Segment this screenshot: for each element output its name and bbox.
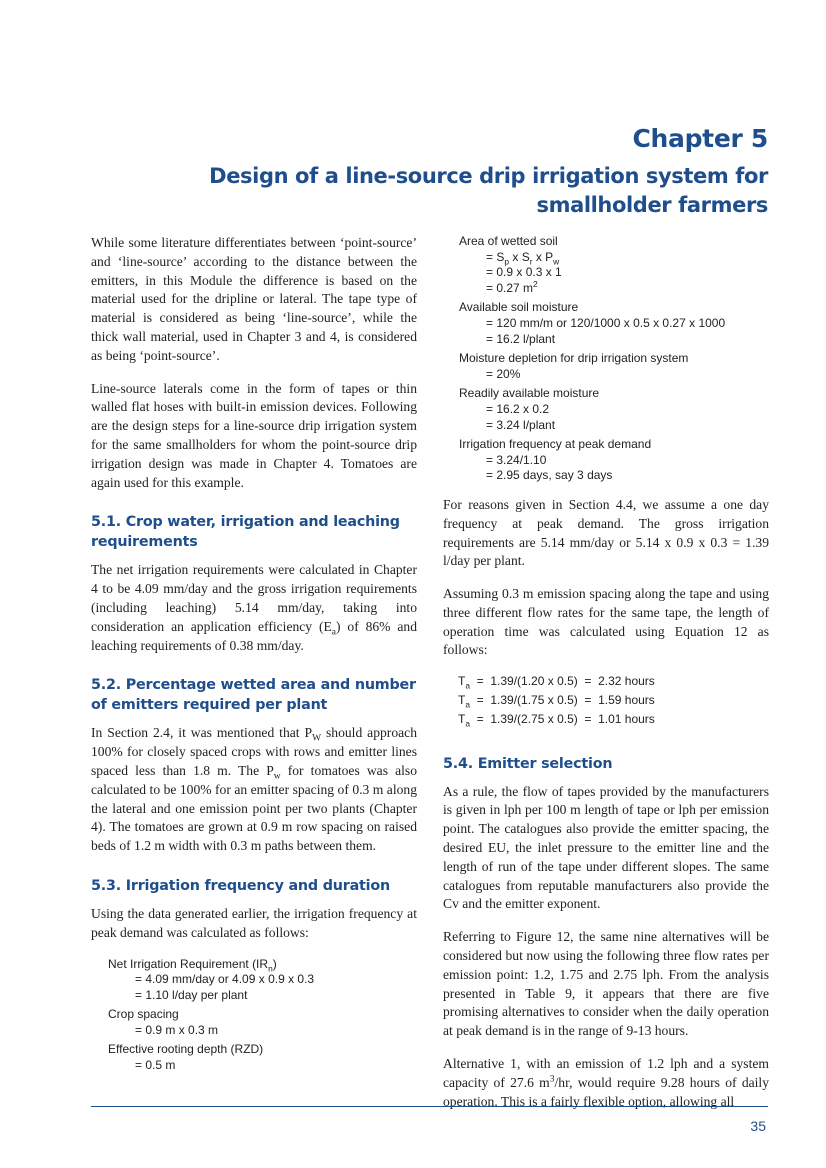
frequency-paragraph: For reasons given in Section 4.4, we assume a one day frequency at peak demand. The gross irrigation requirements are 5.14 mm/day or 5.14 x 0.9 x 0.3 = 1.39 l/day per plant. bbox=[443, 496, 769, 569]
aws-label: Area of wetted soil bbox=[459, 234, 558, 248]
chapter-label: Chapter 5 bbox=[632, 124, 768, 153]
intro-paragraph-2: Line-source laterals come in the form of tapes or thin walled flat hoses with built-in emission devices. Following are the design steps for a line-source drip irrigation system for the same smallholders for whom the point-source drip irrigation design was made in Chapter 4. Tomatoes are again used for this example. bbox=[91, 380, 417, 490]
calculation-block-left bbox=[108, 957, 417, 1074]
section-5-2-heading: 5.2. Percentage wetted area and number of emitters required per plant bbox=[91, 677, 416, 714]
ta-equation-3: $T_a = 1.39/(2.75$ x 0.5) = 1.01 hours bbox=[458, 712, 655, 729]
section-5-1-heading: 5.1. Crop water, irrigation and leaching requirements bbox=[91, 514, 400, 551]
if-label: Irrigation frequency at peak demand bbox=[459, 437, 652, 452]
left-column bbox=[91, 234, 417, 1076]
aws-line-2: = 0.9 x 0.3 x 1 bbox=[486, 265, 562, 280]
crop-spacing-label: Crop spacing bbox=[108, 1007, 179, 1022]
chapter-title: Design of a line-source drip irrigation system for smallholder farmers bbox=[209, 164, 768, 217]
ta-equation-2: $T_a = 1.39/(1.75$ x 0.5) = 1.59 hours bbox=[458, 693, 655, 710]
section-5-4-paragraph-2: Referring to Figure 12, the same nine alternatives will be considered but now using the following three flow rates per emission point: 1.2, 1.75 and 2.75 lph. From the analysis presented in Table 9, it appears that there are five promising alternatives to consider when the daily operation at peak demand is in the range of 9-13 hours. bbox=[443, 929, 769, 1039]
section-5-3-paragraph: Using the data generated earlier, the irrigation frequency at peak demand was calculated as follows: bbox=[91, 905, 417, 940]
md-line-1: = 20% bbox=[486, 366, 521, 381]
ta-equation-1: $T_a = 1.39/(1.20$ x 0.5) = 2.32 hours bbox=[458, 674, 655, 691]
calculation-block-right bbox=[459, 234, 769, 484]
section-5-4-paragraph-3: Alternative 1, with an emission of 1.2 lph and a system capacity of 27.6 $m^3/hr$, would require 9.28 hours of daily operation. This is a fairly flexible option, allowing all bbox=[443, 1056, 769, 1109]
operation-time-paragraph: Assuming 0.3 m emission spacing along the tape and using three different flow rates for the same tape, the length of operation time was calculated using Equation 12 as follows: bbox=[443, 586, 769, 658]
ram-label: Readily available moisture bbox=[459, 386, 600, 401]
md-label: Moisture depletion for drip irrigation system bbox=[459, 351, 689, 366]
aws-line-3: = 0.27 $m^2$ bbox=[486, 278, 538, 295]
section-5-4-paragraph-1: As a rule, the flow of tapes provided by the manufacturers is given in lph per 100 m length of tape or lph per emission point. The catalogues also provide the emitter spacing, the desired EU, the inlet pressure to the emitter line and the length of run of the tape under different slopes. The same catalogues from reputable manufacturers also provide the Cv and the emitter exponent. bbox=[443, 783, 769, 912]
rzd-line: = 0.5 m bbox=[135, 1058, 176, 1073]
nir-line-1: = 4.09 mm/day or 4.09 x 0.9 x 0.3 bbox=[135, 972, 315, 987]
page-number: 35 bbox=[750, 1118, 766, 1134]
section-5-2-paragraph: In Section 2.4, it was mentioned that $P_W$ should approach 100% for closely spaced crops with rows and emitter lines spaced less than 1.8 m. The $P_w$ for tomatoes was also calculated to be 100% for an emitter spacing of 0.3 m along the lateral and one emission point per two plants (Chapter 4). The tomatoes are grown at 0.9 m row spacing on raised beds of 1.2 m width with 0.3 m paths between them. bbox=[91, 725, 417, 854]
asm-label: Available soil moisture bbox=[459, 300, 579, 315]
asm-line-2: = 16.2 l/plant bbox=[486, 331, 556, 346]
if-line-2: = 2.95 days, say 3 days bbox=[486, 468, 613, 483]
footer-rule bbox=[91, 1106, 768, 1107]
aws-line-1: = $S_p$ x $S_r$ x $P_w$ bbox=[486, 249, 560, 266]
rzd-label: Effective rooting depth (RZD) bbox=[108, 1042, 264, 1057]
intro-paragraph-1: While some literature differentiates between ‘point-source’ and ‘line-source’ according to the distance between the emitters, in this Module the difference is based on the material used for the dripline or lateral. The tape type of material is considered as being ‘line-source’, while the thick wall material, used in Chapter 3 and 4, is considered as being ‘point-source’. bbox=[91, 235, 417, 363]
if-line-1: = 3.24/1.10 bbox=[486, 452, 547, 467]
asm-line-1: = 120 mm/m or 120/1000 x 0.5 x 0.27 x 1000 bbox=[486, 315, 726, 330]
section-5-4-heading: 5.4. Emitter selection bbox=[443, 755, 613, 772]
right-column bbox=[443, 234, 769, 1125]
ram-line-2: = 3.24 l/plant bbox=[486, 417, 556, 432]
nir-line-2: = 1.10 l/day per plant bbox=[135, 987, 248, 1002]
nir-label: Net Irrigation Requirement $(IR_n)$ bbox=[108, 956, 277, 973]
ta-equations bbox=[443, 674, 769, 727]
section-5-3-heading: 5.3. Irrigation frequency and duration bbox=[91, 877, 390, 894]
ram-line-1: = 16.2 x 0.2 bbox=[486, 401, 550, 416]
section-5-1-paragraph: The net irrigation requirements were calculated in Chapter 4 to be 4.09 mm/day and the gross irrigation requirements (including leaching) 5.14 mm/day, taking into consideration an application efficiency $(E_a)$ of 86% and leaching requirements of 0.38 mm/day. bbox=[91, 562, 417, 653]
crop-spacing-line: = 0.9 m x 0.3 m bbox=[135, 1022, 219, 1037]
